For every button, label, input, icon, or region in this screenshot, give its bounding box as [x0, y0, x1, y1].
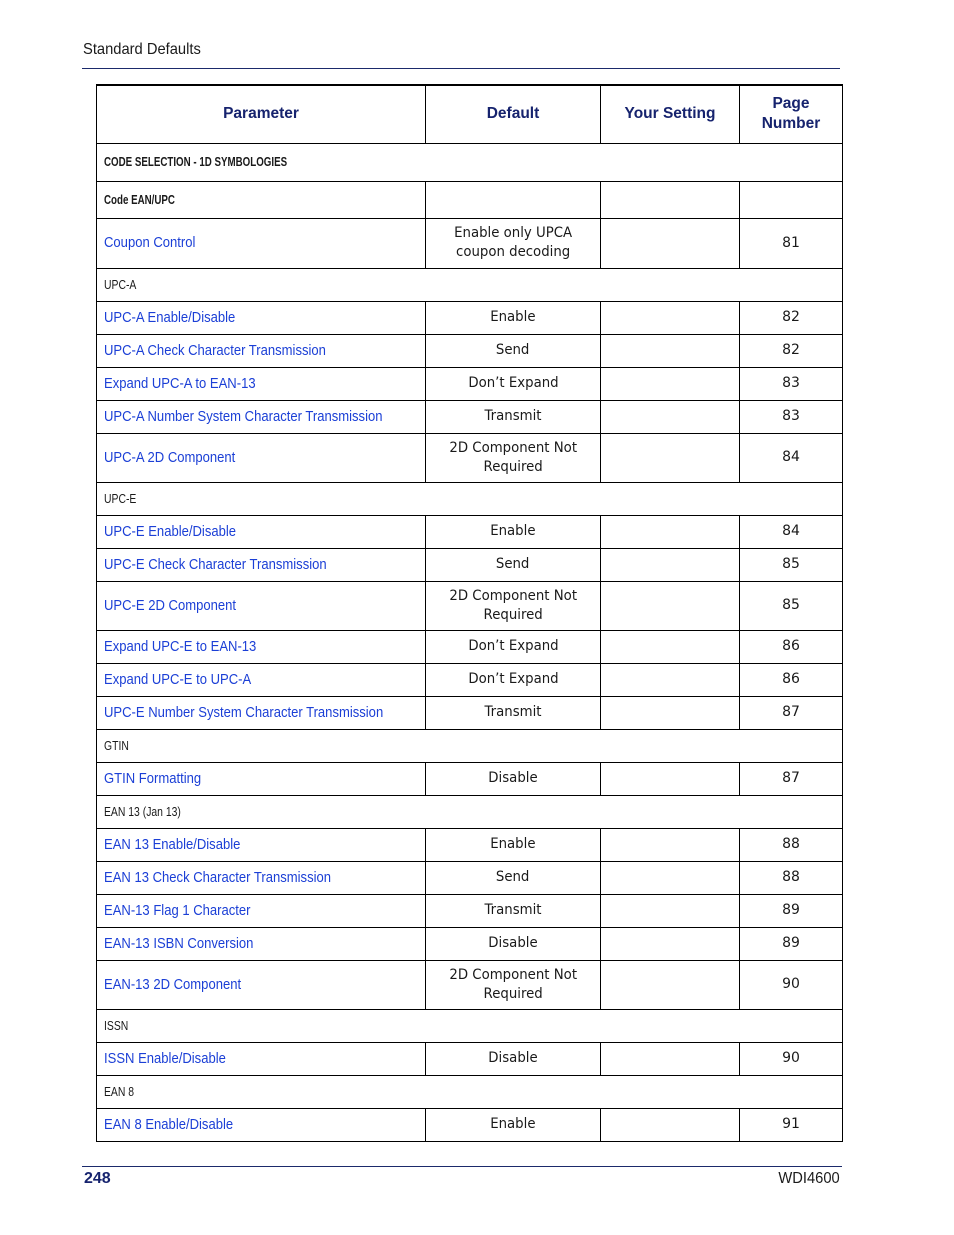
your-setting-cell [601, 301, 740, 334]
your-setting-cell [601, 218, 740, 268]
parameter-link-cell [97, 334, 426, 367]
your-setting-cell [601, 960, 740, 1009]
header-divider [82, 68, 840, 69]
default-cell [426, 927, 601, 960]
default-value: Transmit [484, 704, 542, 720]
subsection-heading [97, 795, 843, 828]
parameter-link-cell [97, 894, 426, 927]
your-setting-cell [601, 548, 740, 581]
default-cell [426, 334, 601, 367]
parameter-link[interactable]: Expand UPC-A to EAN-13 [104, 375, 256, 392]
subsection-row [97, 795, 843, 828]
group-heading [97, 181, 426, 218]
parameter-link-cell [97, 581, 426, 630]
page-number-cell: 85 [740, 581, 843, 630]
subsection-row [97, 729, 843, 762]
default-value: Required [483, 458, 543, 475]
parameter-link[interactable]: UPC-A 2D Component [104, 449, 236, 466]
parameter-link-cell [97, 515, 426, 548]
parameter-link-cell [97, 828, 426, 861]
subsection-row [97, 268, 843, 301]
table-row [97, 367, 843, 400]
default-cell [426, 1108, 601, 1141]
default-cell [426, 861, 601, 894]
parameter-link[interactable]: UPC-A Check Character Transmission [104, 342, 326, 359]
default-cell [426, 581, 601, 630]
page-number-cell: 91 [740, 1108, 843, 1141]
page-number-cell: 82 [740, 334, 843, 367]
table-row [97, 960, 843, 1009]
parameter-link-cell [97, 1108, 426, 1141]
page-number-cell: 87 [740, 762, 843, 795]
parameter-link[interactable]: EAN-13 Flag 1 Character [104, 902, 251, 919]
default-value: Enable [490, 1116, 536, 1132]
table-row [97, 861, 843, 894]
subsection-row [97, 1075, 843, 1108]
defaults-table [96, 84, 843, 1142]
table-row [97, 218, 843, 268]
subsection-heading [97, 1009, 843, 1042]
footer-model-name: WDI4600 [778, 1170, 840, 1187]
table-row [97, 663, 843, 696]
parameter-link-cell [97, 1042, 426, 1075]
your-setting-cell [601, 894, 740, 927]
default-value: 2D Component Not [449, 966, 577, 983]
table-row [97, 696, 843, 729]
page-number-cell: 86 [740, 663, 843, 696]
parameter-link[interactable]: GTIN Formatting [104, 770, 202, 787]
parameter-link-cell [97, 960, 426, 1009]
parameter-link-cell [97, 218, 426, 268]
page-number-cell: 89 [740, 927, 843, 960]
subsection-heading-text: UPC-E [104, 491, 137, 506]
default-value: Enable [490, 836, 536, 852]
parameter-link[interactable]: UPC-A Enable/Disable [104, 309, 236, 326]
default-value: Send [496, 342, 530, 358]
table-row [97, 1108, 843, 1141]
page-number-cell: 90 [740, 1042, 843, 1075]
default-cell [426, 696, 601, 729]
footer-divider [82, 1166, 842, 1167]
table-row [97, 1042, 843, 1075]
default-value: coupon decoding [455, 244, 571, 260]
your-setting-cell [601, 181, 740, 218]
subsection-heading-text: UPC-A [104, 277, 137, 292]
your-setting-cell [601, 367, 740, 400]
parameter-link-cell [97, 301, 426, 334]
default-cell [426, 548, 601, 581]
parameter-link-cell [97, 696, 426, 729]
subsection-heading [97, 1075, 843, 1108]
table-header-row [97, 85, 843, 143]
subsection-heading [97, 268, 843, 301]
table-row [97, 581, 843, 630]
your-setting-cell [601, 581, 740, 630]
parameter-link-cell [97, 630, 426, 663]
your-setting-cell [601, 1108, 740, 1141]
parameter-link[interactable]: EAN-13 2D Component [104, 976, 242, 993]
default-cell [426, 828, 601, 861]
page-number-cell: 89 [740, 894, 843, 927]
table-row [97, 400, 843, 433]
subsection-heading-text: EAN 13 (Jan 13) [104, 804, 181, 819]
default-value: Enable only UPCA [453, 225, 573, 241]
your-setting-cell [601, 762, 740, 795]
column-header-page-number [740, 85, 843, 143]
column-header-your-setting: Your Setting [601, 85, 740, 143]
default-cell [426, 400, 601, 433]
parameter-link[interactable]: UPC-E Enable/Disable [104, 523, 237, 540]
your-setting-cell [601, 630, 740, 663]
section-row [97, 143, 843, 181]
page-cell [740, 181, 843, 218]
parameter-link[interactable]: UPC-E Number System Character Transmission [104, 704, 384, 721]
page-number-cell: 81 [740, 218, 843, 268]
default-cell [426, 218, 601, 268]
your-setting-cell [601, 515, 740, 548]
page-number-cell: 83 [740, 400, 843, 433]
subsection-heading-text: GTIN [104, 738, 129, 753]
default-cell [426, 762, 601, 795]
page-header-line1: Page [772, 95, 810, 113]
default-value: 2D Component Not [449, 587, 577, 604]
section-heading-text: CODE SELECTION - 1D SYMBOLOGIES [104, 155, 288, 169]
default-cell [426, 181, 601, 218]
table-row [97, 433, 843, 482]
table-row [97, 334, 843, 367]
parameter-link-cell [97, 433, 426, 482]
page-number-cell: 86 [740, 630, 843, 663]
page-header-title: Standard Defaults [83, 41, 201, 58]
page-number-cell: 83 [740, 367, 843, 400]
page-number-cell: 84 [740, 515, 843, 548]
parameter-link[interactable]: EAN 8 Enable/Disable [104, 1116, 234, 1133]
group-row [97, 181, 843, 218]
page-number-cell: 87 [740, 696, 843, 729]
parameter-link[interactable]: EAN 13 Check Character Transmission [104, 869, 332, 886]
default-cell [426, 433, 601, 482]
table-row [97, 762, 843, 795]
table-row [97, 301, 843, 334]
page-header-line2: Number [761, 115, 821, 133]
default-value: Transmit [484, 408, 542, 424]
your-setting-cell [601, 1042, 740, 1075]
parameter-link-cell [97, 367, 426, 400]
your-setting-cell [601, 696, 740, 729]
subsection-heading-text: ISSN [104, 1018, 129, 1033]
table-row [97, 548, 843, 581]
parameter-link[interactable]: Expand UPC-E to UPC-A [104, 671, 252, 688]
parameter-link-cell [97, 861, 426, 894]
your-setting-cell [601, 334, 740, 367]
your-setting-cell [601, 861, 740, 894]
default-value: Disable [488, 1050, 538, 1066]
group-heading-text: Code EAN/UPC [104, 192, 175, 207]
parameter-link[interactable]: UPC-E 2D Component [104, 597, 237, 614]
page-number-cell: 84 [740, 433, 843, 482]
default-value: Send [496, 556, 530, 572]
default-value: Required [483, 985, 543, 1002]
table-row [97, 894, 843, 927]
default-cell [426, 960, 601, 1009]
subsection-heading [97, 729, 843, 762]
subsection-row [97, 482, 843, 515]
parameter-link[interactable]: EAN 13 Enable/Disable [104, 836, 241, 853]
default-value: Disable [488, 770, 538, 786]
page-number-cell: 90 [740, 960, 843, 1009]
parameter-link[interactable]: UPC-A Number System Character Transmission [104, 408, 383, 425]
table-row [97, 515, 843, 548]
default-cell [426, 367, 601, 400]
parameter-link-cell [97, 762, 426, 795]
default-value: Required [483, 606, 543, 623]
default-value: Don’t Expand [467, 638, 559, 654]
parameter-link[interactable]: Coupon Control [104, 235, 196, 251]
default-cell [426, 301, 601, 334]
page-number-cell: 88 [740, 861, 843, 894]
parameter-link[interactable]: Expand UPC-E to EAN-13 [104, 638, 257, 655]
parameter-link[interactable]: UPC-E Check Character Transmission [104, 556, 327, 573]
table-row [97, 927, 843, 960]
table-body [97, 143, 843, 1141]
default-value: Don’t Expand [467, 671, 559, 687]
default-value: Send [496, 869, 530, 885]
column-header-default: Default [426, 85, 601, 143]
subsection-heading-text: EAN 8 [104, 1084, 135, 1099]
your-setting-cell [601, 433, 740, 482]
default-value: Transmit [484, 902, 542, 918]
your-setting-cell [601, 400, 740, 433]
default-value: Enable [490, 523, 536, 539]
footer-page-number: 248 [84, 1170, 111, 1187]
default-cell [426, 663, 601, 696]
parameter-link-cell [97, 400, 426, 433]
subsection-row [97, 1009, 843, 1042]
parameter-link[interactable]: ISSN Enable/Disable [104, 1050, 226, 1067]
default-value: Disable [488, 935, 538, 951]
page-number-cell: 85 [740, 548, 843, 581]
table-row [97, 828, 843, 861]
default-value: Don’t Expand [467, 375, 559, 391]
parameter-link-cell [97, 548, 426, 581]
parameter-link-cell [97, 663, 426, 696]
your-setting-cell [601, 828, 740, 861]
page-number-cell: 88 [740, 828, 843, 861]
default-cell [426, 515, 601, 548]
table-row [97, 630, 843, 663]
page-number-cell: 82 [740, 301, 843, 334]
default-cell [426, 894, 601, 927]
parameter-link[interactable]: EAN-13 ISBN Conversion [104, 935, 254, 952]
parameter-link-cell [97, 927, 426, 960]
default-cell [426, 630, 601, 663]
section-heading [97, 143, 843, 181]
column-header-parameter: Parameter [97, 85, 426, 143]
subsection-heading [97, 482, 843, 515]
your-setting-cell [601, 663, 740, 696]
default-value: 2D Component Not [449, 439, 577, 456]
default-value: Enable [490, 309, 536, 325]
default-cell [426, 1042, 601, 1075]
your-setting-cell [601, 927, 740, 960]
